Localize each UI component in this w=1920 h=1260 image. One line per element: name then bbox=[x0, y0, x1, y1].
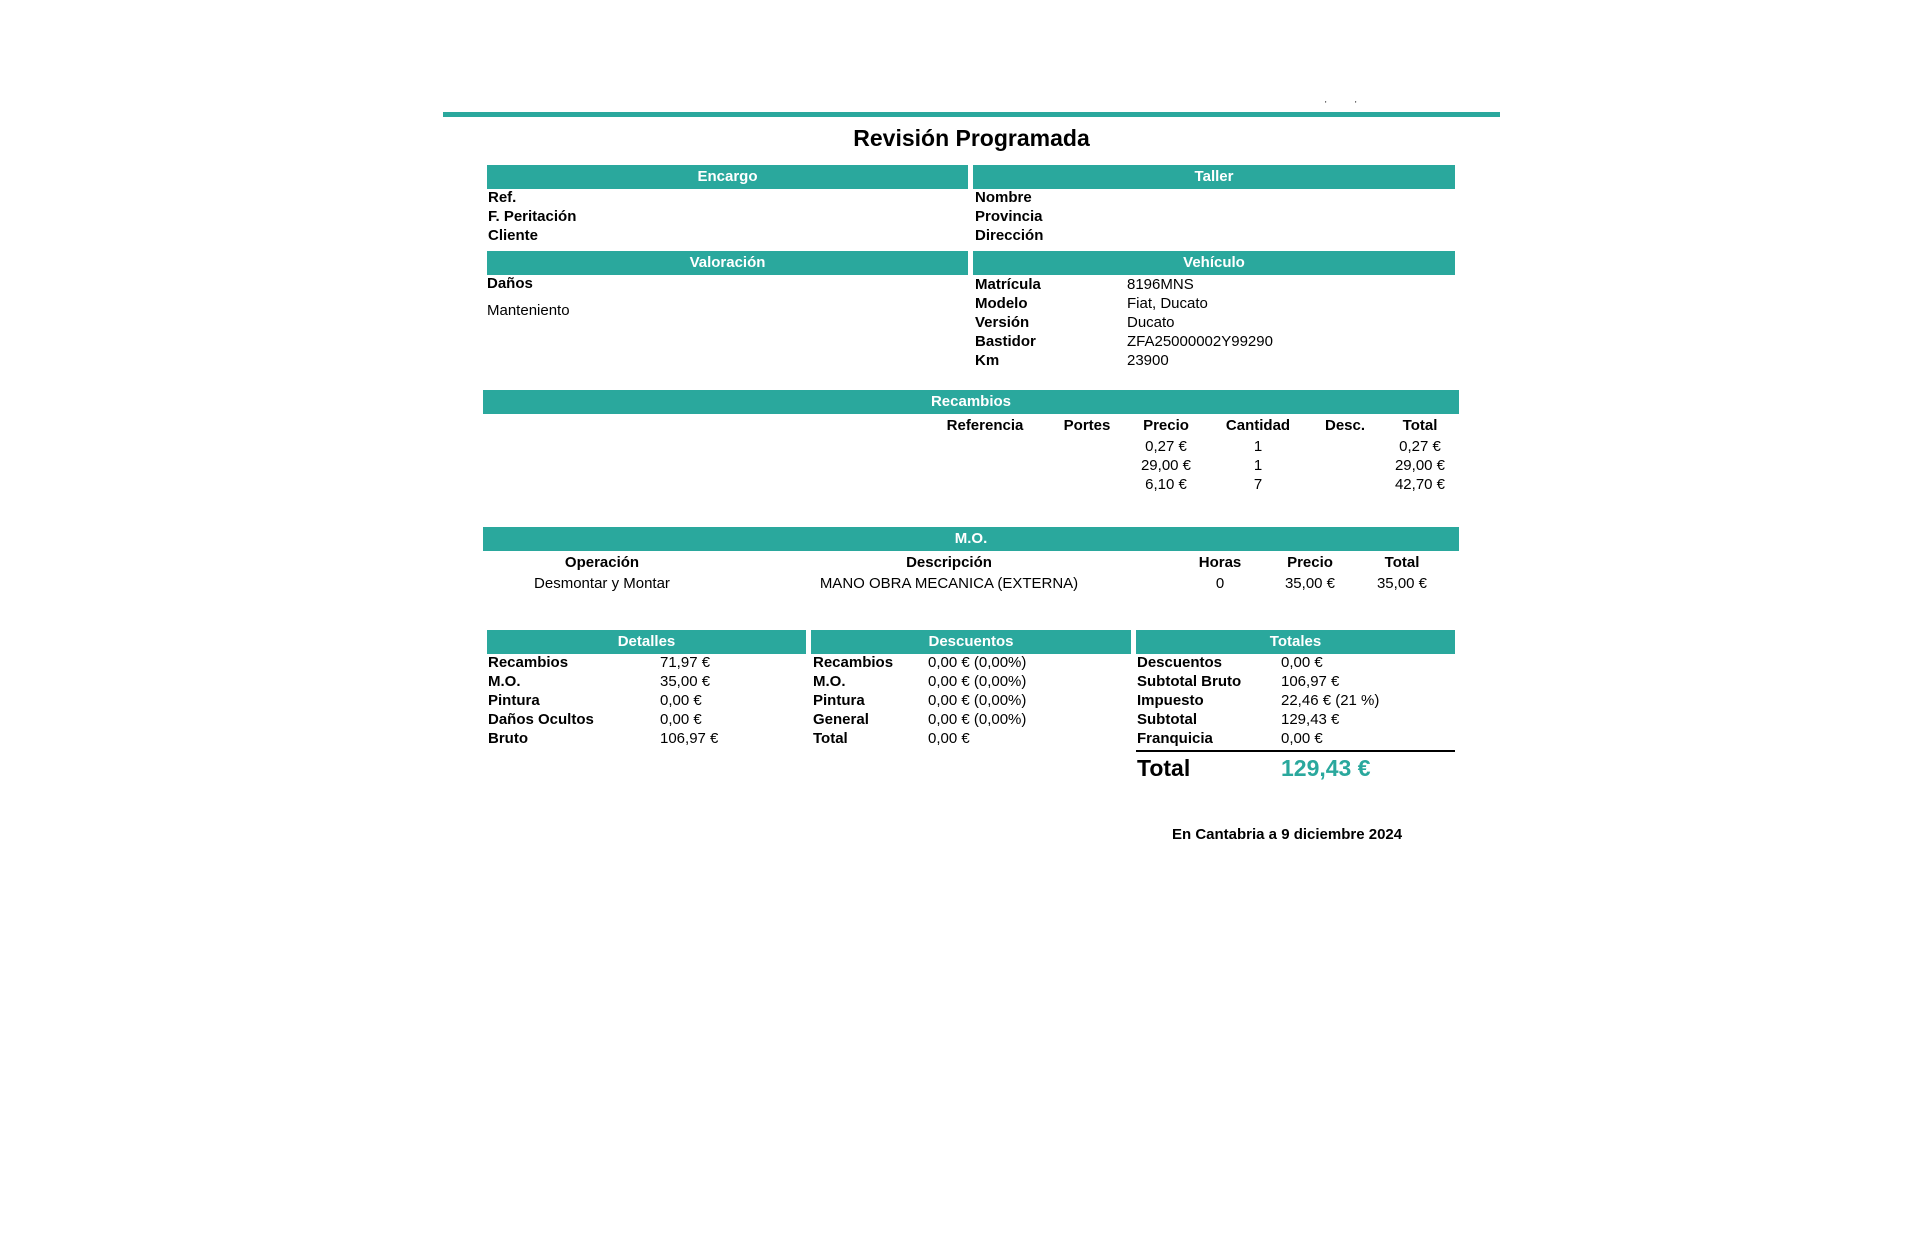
col-total: Total bbox=[1402, 417, 1438, 434]
totales-header: Totales bbox=[1136, 630, 1455, 654]
peritacion-label: F. Peritación bbox=[488, 208, 577, 225]
totales-label: Descuentos bbox=[1137, 654, 1223, 671]
detalle-label: Recambios bbox=[488, 654, 569, 671]
encargo-header: Encargo bbox=[487, 165, 968, 189]
valoracion-header: Valoración bbox=[487, 251, 968, 275]
detalle-value: 106,97 € bbox=[660, 730, 719, 747]
col-mo-total: Total bbox=[1384, 554, 1420, 571]
col-horas: Horas bbox=[1198, 554, 1242, 571]
col-descripcion: Descripción bbox=[906, 554, 992, 571]
recambio-precio: 29,00 € bbox=[1140, 457, 1192, 474]
descuento-label: M.O. bbox=[813, 673, 846, 690]
descuento-value: 0,00 € (0,00%) bbox=[928, 654, 1027, 671]
recambios-header: Recambios bbox=[483, 390, 1459, 414]
totals-divider bbox=[1136, 750, 1455, 752]
vehiculo-value: Ducato bbox=[1127, 314, 1175, 331]
totales-value: 0,00 € bbox=[1281, 730, 1323, 747]
col-operacion: Operación bbox=[564, 554, 640, 571]
cliente-label: Cliente bbox=[488, 227, 539, 244]
totales-value: 106,97 € bbox=[1281, 673, 1340, 690]
totales-label: Franquicia bbox=[1137, 730, 1213, 747]
col-cantidad: Cantidad bbox=[1225, 417, 1291, 434]
detalle-label: M.O. bbox=[488, 673, 521, 690]
detalle-value: 35,00 € bbox=[660, 673, 711, 690]
vehiculo-value: 23900 bbox=[1127, 352, 1169, 369]
detalle-label: Bruto bbox=[488, 730, 528, 747]
descuentos-header: Descuentos bbox=[811, 630, 1131, 654]
vehiculo-value: 8196MNS bbox=[1127, 276, 1194, 293]
mo-horas: 0 bbox=[1215, 575, 1225, 592]
vehiculo-value: ZFA25000002Y99290 bbox=[1127, 333, 1273, 350]
document-title: Revisión Programada bbox=[853, 125, 1090, 151]
recambio-cantidad: 1 bbox=[1253, 457, 1263, 474]
nombre-label: Nombre bbox=[975, 189, 1032, 206]
vehiculo-label: Versión bbox=[975, 314, 1030, 331]
danos-value: Manteniento bbox=[487, 302, 570, 319]
recambio-precio: 0,27 € bbox=[1145, 438, 1187, 455]
totales-label: Impuesto bbox=[1137, 692, 1204, 709]
tick-mark: ' bbox=[1355, 100, 1357, 109]
provincia-label: Provincia bbox=[975, 208, 1043, 225]
totales-value: 129,43 € bbox=[1281, 711, 1340, 728]
detalle-value: 71,97 € bbox=[660, 654, 711, 671]
place-date-line: En Cantabria a 9 diciembre 2024 bbox=[1172, 826, 1403, 843]
ref-label: Ref. bbox=[488, 189, 517, 206]
col-precio: Precio bbox=[1143, 417, 1189, 434]
vehiculo-label: Bastidor bbox=[975, 333, 1036, 350]
top-rule bbox=[443, 112, 1500, 117]
totales-value: 22,46 € (21 %) bbox=[1281, 692, 1380, 709]
recambio-total: 42,70 € bbox=[1394, 476, 1446, 493]
mo-descripcion: MANO OBRA MECANICA (EXTERNA) bbox=[819, 575, 1079, 592]
totales-label: Subtotal Bruto bbox=[1137, 673, 1242, 690]
col-desc: Desc. bbox=[1324, 417, 1366, 434]
totales-value: 0,00 € bbox=[1281, 654, 1323, 671]
vehiculo-label: Matrícula bbox=[975, 276, 1041, 293]
descuento-label: Recambios bbox=[813, 654, 894, 671]
vehiculo-label: Modelo bbox=[975, 295, 1028, 312]
detalle-value: 0,00 € bbox=[660, 692, 702, 709]
recambio-total: 0,27 € bbox=[1399, 438, 1441, 455]
vehiculo-value: Fiat, Ducato bbox=[1127, 295, 1208, 312]
descuento-value: 0,00 € (0,00%) bbox=[928, 711, 1027, 728]
mo-header: M.O. bbox=[483, 527, 1459, 551]
grand-total-value: 129,43 € bbox=[1281, 755, 1371, 781]
vehiculo-header: Vehículo bbox=[973, 251, 1455, 275]
danos-label: Daños bbox=[487, 275, 533, 292]
descuento-label: Total bbox=[813, 730, 848, 747]
col-referencia: Referencia bbox=[946, 417, 1024, 434]
detalle-label: Pintura bbox=[488, 692, 540, 709]
descuento-value: 0,00 € (0,00%) bbox=[928, 673, 1027, 690]
mo-total: 35,00 € bbox=[1376, 575, 1428, 592]
taller-header: Taller bbox=[973, 165, 1455, 189]
recambio-cantidad: 7 bbox=[1253, 476, 1263, 493]
recambio-total: 29,00 € bbox=[1394, 457, 1446, 474]
descuento-label: Pintura bbox=[813, 692, 865, 709]
detalle-value: 0,00 € bbox=[660, 711, 702, 728]
totales-label: Subtotal bbox=[1137, 711, 1197, 728]
mo-operacion: Desmontar y Montar bbox=[534, 575, 670, 592]
col-portes: Portes bbox=[1063, 417, 1111, 434]
direccion-label: Dirección bbox=[975, 227, 1044, 244]
descuento-value: 0,00 € (0,00%) bbox=[928, 692, 1027, 709]
detalle-label: Daños Ocultos bbox=[488, 711, 594, 728]
mo-precio: 35,00 € bbox=[1284, 575, 1336, 592]
recambio-precio: 6,10 € bbox=[1145, 476, 1187, 493]
col-mo-precio: Precio bbox=[1287, 554, 1333, 571]
descuento-value: 0,00 € bbox=[928, 730, 970, 747]
descuento-label: General bbox=[813, 711, 869, 728]
detalles-header: Detalles bbox=[487, 630, 806, 654]
grand-total-label: Total bbox=[1137, 755, 1191, 781]
recambio-cantidad: 1 bbox=[1253, 438, 1263, 455]
vehiculo-label: Km bbox=[975, 352, 1000, 369]
tick-mark: ' bbox=[1325, 100, 1327, 109]
